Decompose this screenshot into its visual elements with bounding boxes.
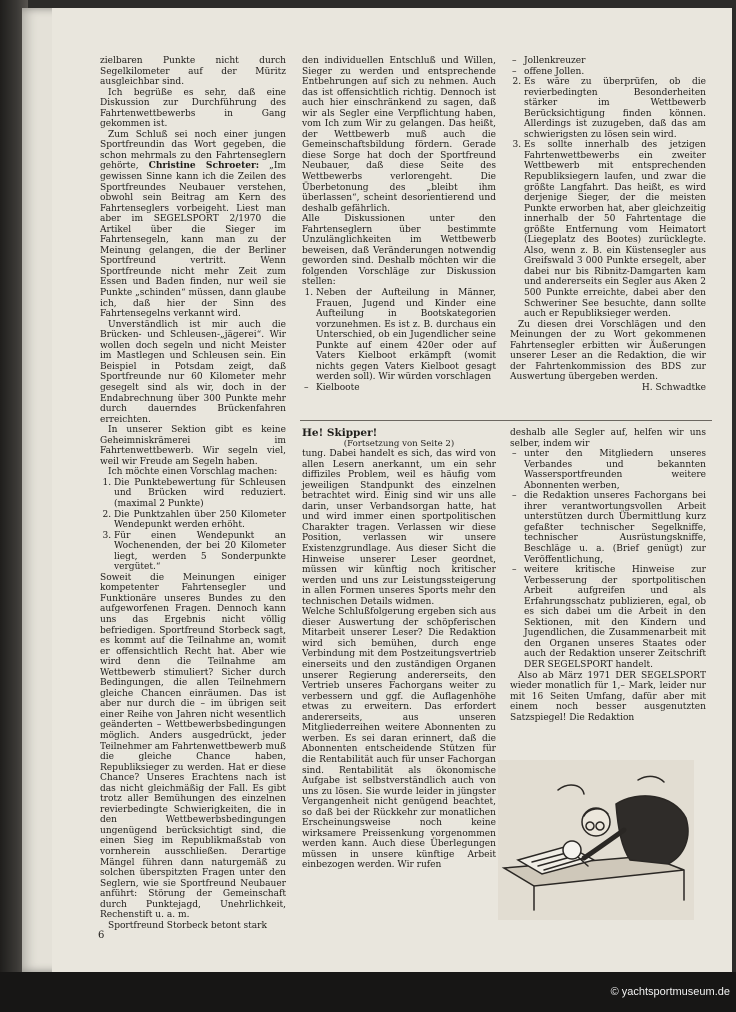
paragraph: tung. Dabei handelt es sich, das wird von allen Lesern anerkannt, um ein sehr diffiziles Problem, weil es häufig vom jeweiligen Standpunkt des einzelnen betrachtet wird. Einig sind wir uns alle darin, unser Verbandsorgan hatte, hat und wird immer einen sportpolitischen Charakter tragen. Verlassen wir diese Position, verlassen wir unsere Existenzgrundlage. Aus dieser Sicht die Hinweise unserer Leser geordnet, müssen wir künftig noch kritischer werden und uns zur Leistungssteigerung in allen Formen unseres Sports mehr den technischen Details widmen. [302,449,496,607]
section-divider [300,420,712,421]
paragraph: zielbaren Punkte nicht durch Segelkilometer auf der Müritz ausgleichbar sind. [100,56,286,88]
skipper-column-left [302,428,496,871]
list-item: – offene Jollen. [524,67,706,78]
list-item: 2. Es wäre zu überprüfen, ob die revierbedingten Besonderheiten stärker im Wettbewerb Berücksichtigung finden können. Allerdings ist zuzugeben, daß das am schwierigsten zu lösen sein wird. [524,77,706,140]
list-item: 3. Für einen Wendepunkt an Wochenenden, der bei 20 Kilometer liegt, werden 5 Sonderpunkte vergütet.“ [114,531,286,573]
section-heading: He! Skipper! [302,427,378,439]
cartoon-illustration [498,760,694,920]
boat-category-list [510,56,706,77]
paragraph: Zu diesen drei Vorschlägen und den Meinungen der zu Wort gekommenen Fahrtensegler erbitten wir Äußerungen unserer Leser an die Redaktion, die wir der Fahrtenkommission des BDS zur Auswertung übergeben werden. [510,319,706,383]
appeal-list [510,449,706,670]
speaker-name: Christine Schroeter: [148,161,260,172]
continuation-note: (Fortsetzung von Seite 2) [343,438,455,449]
author-line [510,383,706,394]
list-item: – Kielboote [316,383,496,394]
copyright-watermark: © yachtsportmuseum.de [610,986,730,998]
list-item: – unter den Mitgliedern unseres Verbandes und bekannten Wassersportfreunden weitere Abonnenten werben, [524,449,706,491]
list-item: 1. Neben der Aufteilung in Männer, Frauen, Jugend und Kinder eine Aufteilung in Bootskategorien vorzunehmen. Es ist z. B. durchaus ein Unterschied, ob ein Jugendlicher seine Punkte auf einem 420er oder auf Vaters Kielboot erkämpft (womit nichts gegen Vaters Kielboot gesagt werden soll). Wir würden vorschlagen [316,288,496,383]
paragraph: Soweit die Meinungen einiger kompetenter Fahrtensegler und Funktionäre unseres Bundes zu den aufgeworfenen Fragen. Dennoch kann uns das Ergebnis nicht völlig befriedigen. Sportfreund Storbeck sagt, es kommt auf die Teilnahme an, womit er offensichtlich Recht hat. Aber wie wird denn die Teilnahme am Wettbewerb stimuliert? Sicher durch Bedingungen, die allen Teilnehmern gleiche Chancen einräumen. Das ist aber nur durch die – im übrigen seit einer Reihe von Jahren nicht wesentlich geänderten – Wettbewerbsbedingungen möglich. Anders ausgedrückt, jeder Teilnehmer am Fahrtenwettbewerb muß die gleiche Chance haben, Republiksieger zu werden. Hat er diese Chance? Unseres Erachtens nach ist das nicht gleichmäßig der Fall. Es gibt trotz aller Bemühungen des einzelnen revierbedingte Schwierigkeiten, die in den Wettbewerbsbedingungen ungenügend berücksichtigt sind, die einen Sieg im Republikmaßstab von vornherein ausschließen. Derartige Mängel führen dann naturgemäß zu solchen überspitzten Fragen unter den Seglern, wie sie Sportfreund Neubauer anführt: Störung der Gemeinschaft durch Punktejagd, Unehrlichkeit, Rechenstift u. a. m. [100,572,286,921]
list-item: – die Redaktion unseres Fachorgans bei ihrer verantwortungsvollen Arbeit unterstützen durch Übermittlung kurz gefaßter technischer Segelkniffe, technischer Ausrüstungskniffe, Beschläge u. a. (Brief genügt) zur Veröffentlichung, [524,491,706,565]
list-item: – weitere kritische Hinweise zur Verbesserung der sportpolitischen Arbeit aufgreifen und als Erfahrungsschatz publizieren, egal, ob es sich dabei um die Arbeit in den Sektionen, mit den Kindern und Jugendlichen, die Zusammenarbeit mit den Organen unseres Staates oder auch der Redaktion unserer Zeitschrift DER SEGELSPORT handelt. [524,565,706,670]
article-column-3 [510,56,706,394]
proposal-list [100,478,286,573]
paragraph: Ich möchte einen Vorschlag machen: [108,467,278,478]
list-item: 1. Die Punktebewertung für Schleusen und Brücken wird reduziert. (maximal 2 Punkte) [114,478,286,510]
author-name: H. Schwadtke [641,382,706,393]
paragraph: Sportfreund Storbeck betont stark [108,920,267,931]
paragraph: Unverständlich ist mir auch die Brücken- und Schleusen-„jägerei“. Wir wollen doch segeln und nicht Meister im Mastlegen und Schleusen sein. Ein Beispiel in Potsdam zeigt, daß Sportfreunde nur 60 Kilometer mehr gesegelt sind als wir, doch in der Endabrechnung über 300 Punkte mehr durch dauerndes Brückenfahren erreichten. [100,319,286,425]
list-item: 2. Die Punktzahlen über 250 Kilometer Wendepunkt werden erhöht. [114,510,286,531]
article-column-1 [100,56,286,931]
paragraph: In unserer Sektion gibt es keine Geheimniskrämerei im Fahrtenwettbewerb. Wir segeln viel, weil wir Freude am Segeln haben. [100,425,286,467]
paragraph: Alle Diskussionen unter den Fahrtenseglern über bestimmte Unzulänglichkeiten im Wettbewerb beweisen, daß Veränderungen notwendig geworden sind. Deshalb möchten wir die folgenden Vorschläge zur Diskussion stellen: [302,214,496,288]
paragraph [100,130,286,320]
paragraph: Ich begrüße es sehr, daß eine Diskussion zur Durchführung des Fahrtenwettbewerbs in Gang gekommen ist. [100,87,286,130]
list-item: – Jollenkreuzer [524,56,706,67]
editor-cartoon-drawing [498,760,694,920]
paragraph-text: „Im gewissen Sinne kann ich die Zeilen des Sportfreundes Neubauer verstehen, obwohl sein Beitrag am Kern des Fahrtenseglers vorbeigeht. Liest man aber im SEGELSPORT 2/1970 die Artikel über die Sieger im Fahrtensegeln, kann man zu der Meinung gelangen, die der Berliner Sportfreund vertritt. Wenn Sportfreunde nicht mehr Zeit zum Essen und Baden finden, nur weil sie Punkte „schinden“ müssen, dann glaube ich, daß hier der Sinn des Fahrtensegelns verkannt wird. [100,161,286,320]
skipper-column-right [510,428,706,723]
article-column-2 [302,56,496,394]
paragraph: Welche Schlußfolgerung ergeben sich aus dieser Auswertung der schöpferischen Mitarbeit unserer Leser? Die Redaktion wird sich bemühen, durch enge Verbindung mit dem Postzeitungsvertrieb einerseits und den zuständigen Organen unserer Regierung andererseits, den Vertrieb unseres Fachorgans weiter zu verbessern und ggf. die Auflagenhöhe etwas zu erweitern. Das erfordert andererseits, aus unseren Mitgliederreihen weitere Abonnenten zu werben. Es sei daran erinnert, daß die Abonnenten entscheidende Stützen für die Rentabilität auch für unser Fachorgan sind. Rentabilität als ökonomische Aufgabe ist selbstverständlich auch von uns zu lösen. Sie wurde leider in jüngster Vergangenheit nicht genügend beachtet, so daß bei der Rückkehr zur monatlichen Erscheinungsweise noch keine wirksamere Preissenkung vorgenommen werden kann. Auch diese Überlegungen müssen in unsere künftige Arbeit einbezogen werden. Wir rufen [302,607,496,871]
page-number: 6 [98,930,105,941]
paragraph: den individuellen Entschluß und Willen, Sieger zu werden und entsprechende Entbehrungen auf sich zu nehmen. Auch das ist offensichtlich richtig. Dennoch ist auch hier einschränkend zu sagen, daß wir als Segler eine Verpflichtung haben, vom Ich zum Wir zu gelangen. Das heißt, der Wettbewerb muß auch die Gemeinschaftsbildung fördern. Gerade diese Sorge hat doch der Sportfreund Neubauer, daß diese Seite des Wettbewerbs verlorengeht. Die Überbetonung des „bleibt ihm überlassen“, scheint desorientierend und deshalb gefährlich. [302,56,496,214]
proposal-list [510,77,706,320]
paragraph: deshalb alle Segler auf, helfen wir uns selber, indem wir [510,428,706,449]
paragraph-text: Zum Schluß sei noch einer jungen Sportfreundin das Wort gegeben, die schon mehrmals zu den Fahrtenseglern gehörte, [100,129,286,172]
paragraph: Also ab März 1971 DER SEGELSPORT wieder monatlich für 1,– Mark, leider nur mit 16 Seiten Umfang, dafür aber mit einem noch besser ausgenutzten Satzspiegel! Die Redaktion [510,670,706,723]
list-item: 3. Es sollte innerhalb des jetzigen Fahrtenwettbewerbs ein zweiter Wettbewerb mit entsprechenden Republiksiegern laufen, und zwar die größte Langfahrt. Das heißt, es wird derjenige Sieger, der die meisten Punkte erworben hat, aber gleichzeitig innerhalb der 50 Fahrtentage die größte Entfernung vom Heimatort (Liegeplatz des Bootes) zurücklegte. Also, wenn z. B. ein Küstensegler aus Greifswald 3 000 Punkte ersegelt, aber dabei nur bis Ribnitz-Damgarten kam und andererseits ein Segler aus Aken 2 500 Punkte erreichte, dabei aber den Schweriner See besuchte, dann sollte auch er Republiksieger werden. [524,140,706,319]
boat-category-list [302,383,496,394]
proposal-list [302,288,496,383]
